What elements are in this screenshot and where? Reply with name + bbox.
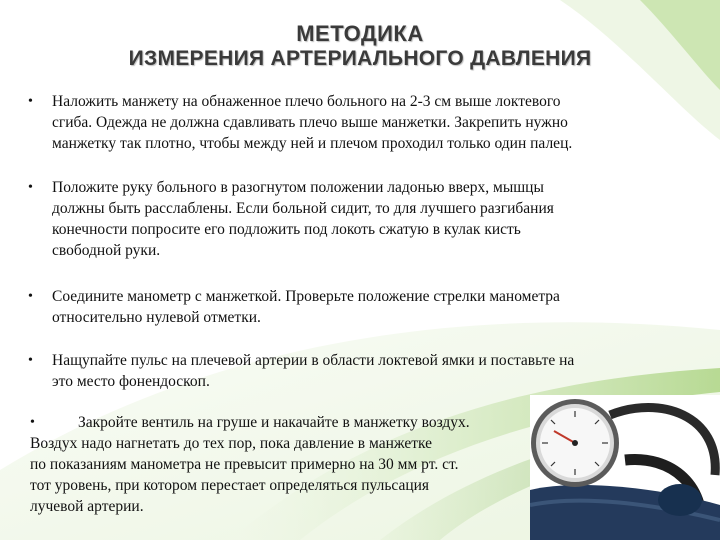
list-item-line: Соедините манометр с манжеткой. Проверьте положение стрелки манометра	[52, 288, 560, 305]
list-item-line: лучевой артерии.	[30, 498, 144, 515]
list-item-line: свободной руки.	[52, 242, 161, 259]
list-item-line: Наложить манжету на обнаженное плечо больного на 2-3 см выше локтевого	[52, 93, 561, 110]
list-item-line: Воздух надо нагнетать до тех пор, пока давление в манжетке	[30, 435, 433, 452]
list-item	[30, 412, 530, 517]
bullet-icon: •	[28, 180, 33, 195]
list-item-line: Нащупайте пульс на плечевой артерии в области локтевой ямки и поставьте на	[52, 352, 575, 369]
list-item	[28, 91, 672, 154]
sphygmomanometer-photo	[530, 395, 720, 540]
title-line-2: ИЗМЕРЕНИЯ АРТЕРИАЛЬНОГО ДАВЛЕНИЯ	[128, 47, 592, 70]
list-item-line: по показаниям манометра не превысит примерно на 30 мм рт. ст.	[30, 456, 459, 473]
page-title	[0, 22, 720, 72]
list-item	[28, 177, 672, 261]
list-item-line: Положите руку больного в разогнутом положении ладонью вверх, мышцы	[52, 179, 544, 196]
list-item	[28, 350, 672, 392]
list-item-line: конечности попросите его подложить под локоть сжатую в кулак кисть	[52, 221, 521, 238]
list-item-line: должны быть расслаблены. Если больной сидит, то для лучшего разгибания	[52, 200, 554, 217]
list-item-line: манжетку так плотно, чтобы между ней и плечом проходил только один палец.	[52, 135, 573, 152]
bullet-icon: •	[30, 415, 35, 430]
title-line-1: МЕТОДИКА	[296, 21, 424, 46]
bullet-icon: •	[28, 353, 33, 368]
list-item-line: это место фонендоскоп.	[52, 373, 210, 390]
list-item-line: тот уровень, при котором перестает определяться пульсация	[30, 477, 430, 494]
list-item-line: сгиба. Одежда не должна сдавливать плечо выше манжетки. Закрепить нужно	[52, 114, 568, 131]
list-item	[28, 286, 672, 328]
bullet-icon: •	[28, 289, 33, 304]
bullet-icon: •	[28, 94, 33, 109]
list-item-line: Закройте вентиль на груше и накачайте в манжетку воздух.	[78, 414, 470, 431]
list-item-line: относительно нулевой отметки.	[52, 309, 261, 326]
